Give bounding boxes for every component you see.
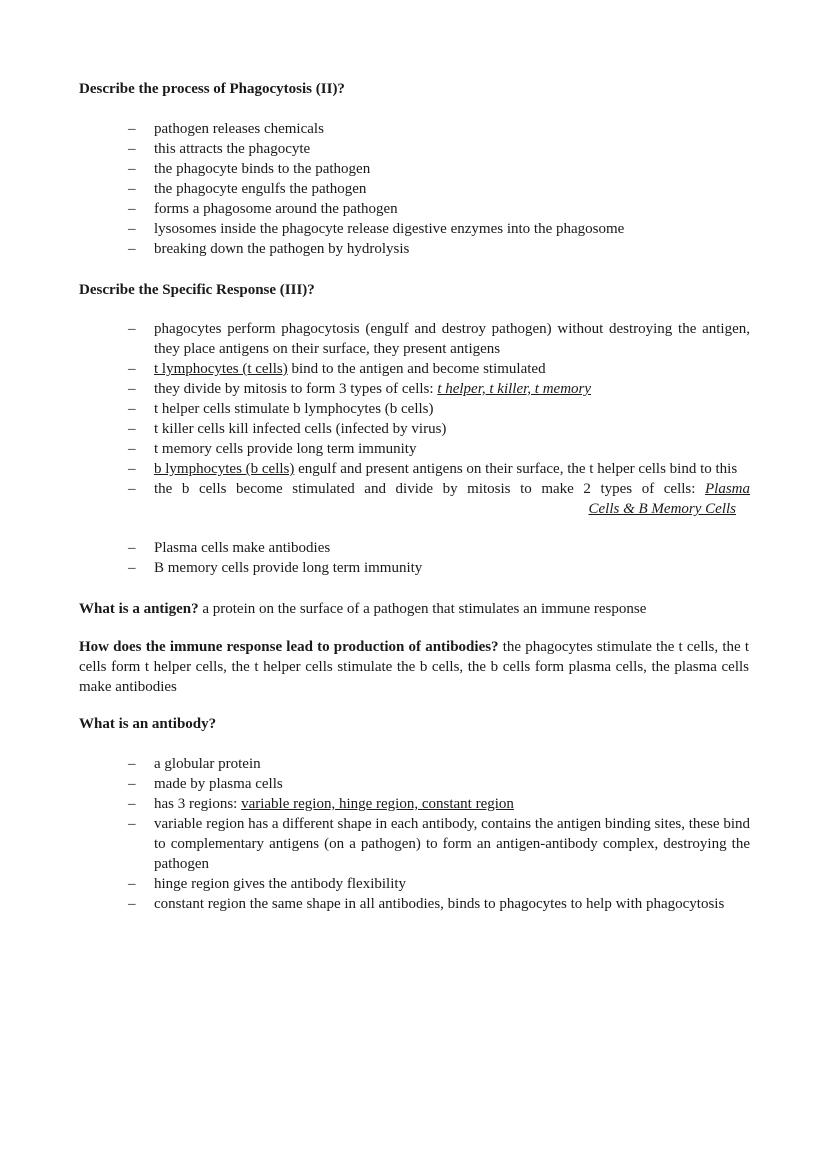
list-item: – this attracts the phagocyte	[128, 141, 311, 157]
list-item: – breaking down the pathogen by hydrolysis	[128, 241, 410, 257]
immune-paragraph	[79, 637, 749, 697]
list-item: – B memory cells provide long term immunity	[128, 560, 423, 576]
list-item: – t killer cells kill infected cells (infected by virus)	[128, 421, 447, 437]
list-item: – pathogen releases chemicals	[128, 121, 324, 137]
list-item: – a globular protein	[128, 756, 261, 772]
phagocytosis-list	[0, 119, 750, 259]
list-item: – made by plasma cells	[128, 776, 283, 792]
b-lymphocytes-link[interactable]: b lymphocytes (b cells)	[154, 461, 295, 477]
list-item: – has 3 regions: variable region, hinge region, constant region	[128, 796, 514, 812]
list-item: – forms a phagosome around the pathogen	[128, 201, 398, 217]
antibody-heading: What is an antibody?	[79, 716, 217, 732]
list-item: – t memory cells provide long term immunity	[128, 441, 417, 457]
list-item: – Plasma cells make antibodies	[128, 540, 331, 556]
regions-link[interactable]: variable region, hinge region, constant region	[241, 796, 514, 812]
phagocytosis-heading: Describe the process of Phagocytosis (II)?	[79, 81, 345, 97]
list-item: – lysosomes inside the phagocyte release digestive enzymes into the phagosome	[128, 221, 625, 237]
immune-answer: the phagocytes stimulate the t cells, the t cells form t helper cells, the t helper cells stimulate the b cells, the b cells form plasma cells, the plasma cells make antibodies	[79, 639, 749, 695]
list-item: – phagocytes perform phagocytosis (engulf and destroy pathogen) without destroying the antigen, they place antigens on their surface, they present antigens	[128, 321, 750, 357]
list-item: – the phagocyte engulfs the pathogen	[128, 181, 367, 197]
list-item: – t helper cells stimulate b lymphocytes (b cells)	[128, 401, 434, 417]
list-item: – the phagocyte binds to the pathogen	[128, 161, 371, 177]
list-item: – b lymphocytes (b cells) engulf and present antigens on their surface, the t helper cells bind to this	[128, 461, 738, 477]
specific-response-list	[0, 319, 750, 578]
immune-question: How does the immune response lead to production of antibodies?	[79, 639, 499, 655]
antigen-paragraph	[79, 599, 749, 619]
plasma-link[interactable]: Plasma	[705, 481, 750, 497]
list-item: – variable region has a different shape in each antibody, contains the antigen binding sites, these bind to complementary antigens (on a pathogen) to form an antigen-antibody complex, destroying the pathogen	[128, 816, 750, 872]
specific-response-heading: Describe the Specific Response (III)?	[79, 282, 315, 298]
antigen-answer: a protein on the surface of a pathogen that stimulates an immune response	[198, 601, 647, 617]
list-item: – t lymphocytes (t cells) bind to the antigen and become stimulated	[128, 361, 546, 377]
list-item: – constant region the same shape in all antibodies, binds to phagocytes to help with phagocytosis	[128, 896, 725, 912]
memory-cells-link[interactable]: Cells & B Memory Cells	[588, 501, 736, 517]
antigen-question: What is a antigen?	[79, 601, 199, 617]
list-item: – hinge region gives the antibody flexibility	[128, 876, 407, 892]
t-lymphocytes-link[interactable]: t lymphocytes (t cells)	[154, 361, 288, 377]
antibody-list	[0, 754, 750, 914]
list-item: – they divide by mitosis to form 3 types of cells: t helper, t killer, t memory	[128, 381, 592, 397]
t-cell-types-link[interactable]: t helper, t killer, t memory	[437, 381, 592, 397]
list-item: – the b cells become stimulated and divide by mitosis to make 2 types of cells: Plasma Cells & B Memory Cells	[128, 481, 750, 517]
